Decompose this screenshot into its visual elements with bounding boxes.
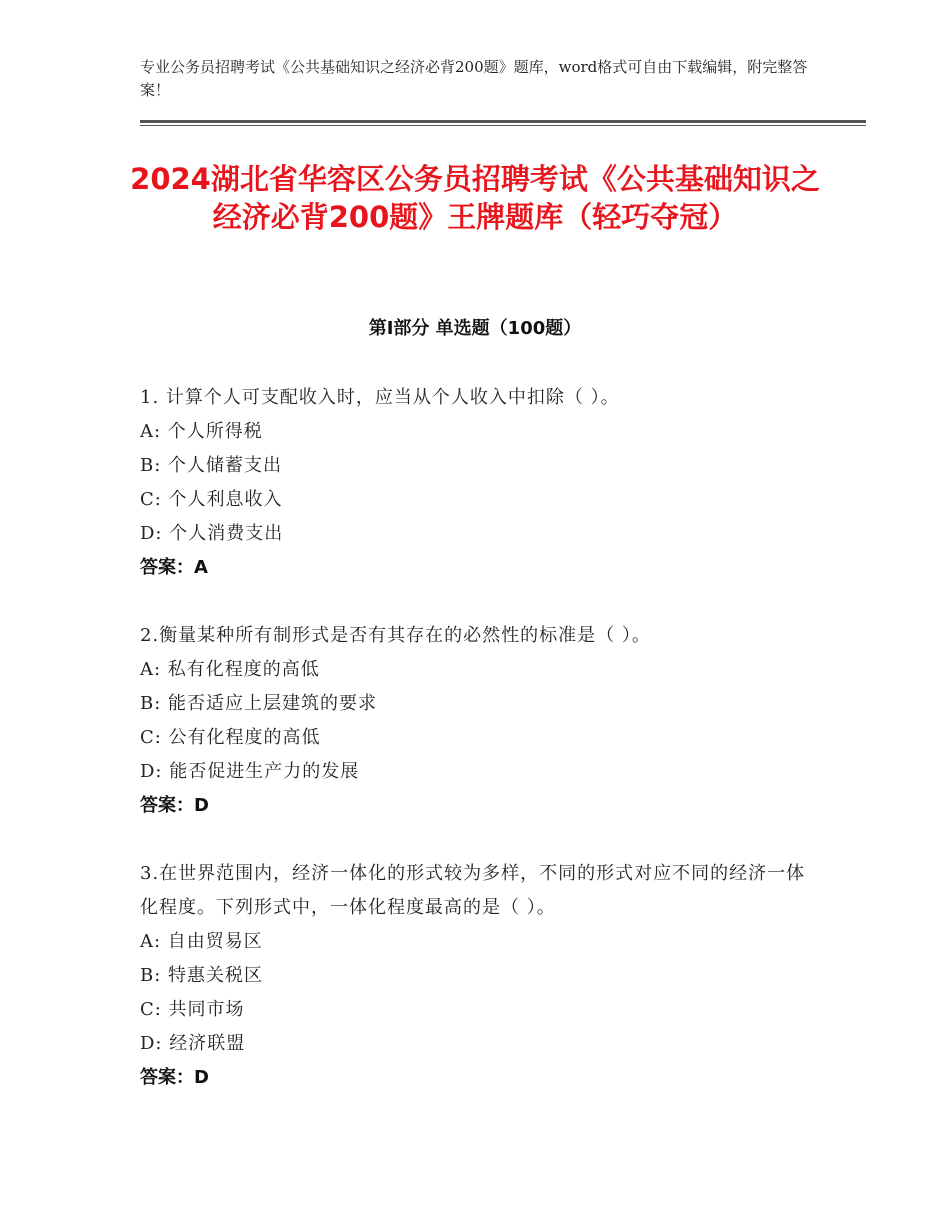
header-rule-thin xyxy=(140,125,866,126)
answer: 答案：D xyxy=(140,1067,209,1088)
answer: 答案：D xyxy=(140,795,209,816)
option-b: B: 能否适应上层建筑的要求 xyxy=(140,693,378,714)
option-d: D: 能否促进生产力的发展 xyxy=(140,761,360,782)
option-b: B: 个人储蓄支出 xyxy=(140,455,283,476)
option-b: B: 特惠关税区 xyxy=(140,965,264,986)
question-list xyxy=(140,381,810,1129)
question-3 xyxy=(140,857,810,1095)
option-a: A: 自由贸易区 xyxy=(140,931,263,952)
question-stem: 3.在世界范围内，经济一体化的形式较为多样，不同的形式对应不同的经济一体化程度。下列形式中，一体化程度最高的是（ ）。 xyxy=(140,863,806,918)
question-stem: 2.衡量某种所有制形式是否有其存在的必然性的标准是（ ）。 xyxy=(140,625,651,646)
document-title: 2024湖北省华容区公务员招聘考试《公共基础知识之经济必背200题》王牌题库（轻巧夺冠） xyxy=(130,162,820,234)
header-note: 专业公务员招聘考试《公共基础知识之经济必背200题》题库，word格式可自由下载编辑，附完整答案！ xyxy=(140,58,808,99)
answer: 答案：A xyxy=(140,557,208,578)
question-1 xyxy=(140,381,810,585)
section-title: 第Ⅰ部分 单选题（100题） xyxy=(368,318,582,339)
option-c: C: 共同市场 xyxy=(140,999,245,1020)
option-d: D: 经济联盟 xyxy=(140,1033,246,1054)
option-a: A: 个人所得税 xyxy=(140,421,263,442)
header-rule-thick xyxy=(140,120,866,123)
option-a: A: 私有化程度的高低 xyxy=(140,659,320,680)
option-d: D: 个人消费支出 xyxy=(140,523,284,544)
question-stem: 1. 计算个人可支配收入时，应当从个人收入中扣除（ ）。 xyxy=(140,387,620,408)
option-c: C: 个人利息收入 xyxy=(140,489,283,510)
question-2 xyxy=(140,619,810,823)
option-c: C: 公有化程度的高低 xyxy=(140,727,321,748)
